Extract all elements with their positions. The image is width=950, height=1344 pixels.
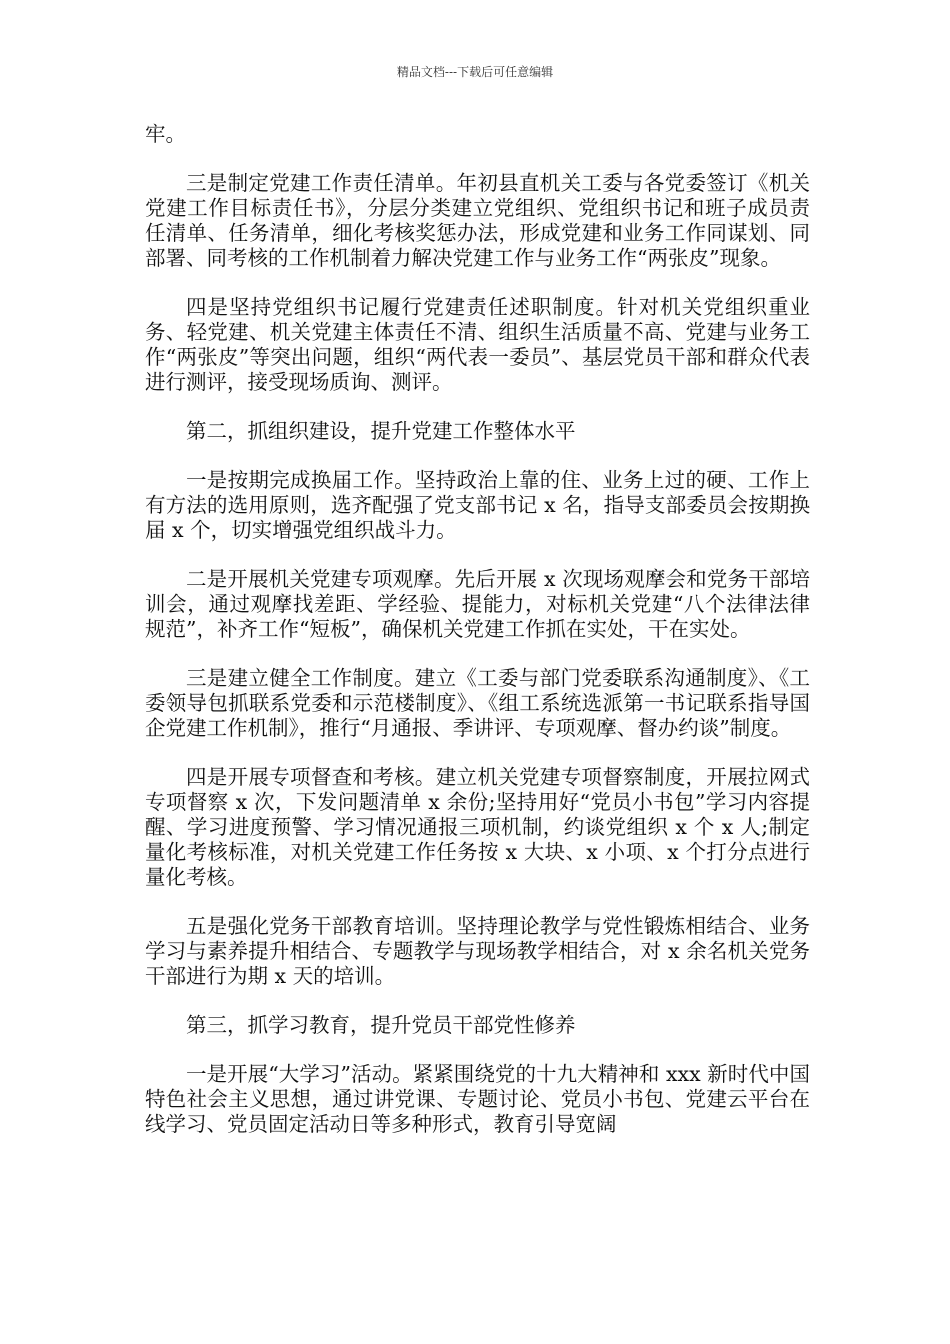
page-header: 精品文档---下载后可任意编辑	[396, 65, 554, 79]
section-heading-study: 第三，抓学习教育，提升党员干部党性修养	[186, 1013, 576, 1037]
paragraph-secretary-report: 四是坚持党组织书记履行党建责任述职制度。针对机关党组织重业务、轻党建、机关党建主体责任不清、组织生活质量不高、党建与业务工作“两张皮”等突出问题，组织“两代表一委员”、基层党员干部和群众代表进行测评，接受现场质询、测评。	[145, 295, 810, 394]
paragraph-continuation: 牢。	[145, 122, 186, 146]
paragraph-work-system: 三是建立健全工作制度。建立《工委与部门党委联系沟通制度》、《工委领导包抓联系党委和示范楼制度》、《组工系统选派第一书记联系指导国企党建工作机制》，推行“月通报、季讲评、专项观摩、督办约谈”制度。	[145, 666, 810, 740]
paragraph-responsibility-list: 三是制定党建工作责任清单。年初县直机关工委与各党委签订《机关党建工作目标责任书》，分层分类建立党组织、党组织书记和班子成员责任清单、任务清单，细化考核奖惩办法，形成党建和业务工作同谋划、同部署、同考核的工作机制着力解决党建工作与业务工作“两张皮”现象。	[145, 171, 810, 270]
paragraph-training: 五是强化党务干部教育培训。坚持理论教学与党性锻炼相结合、业务学习与素养提升相结合、专题教学与现场教学相结合，对 x 余名机关党务干部进行为期 x 天的培训。	[145, 914, 810, 988]
paragraph-big-study: 一是开展“大学习”活动。紧紧围绕党的十九大精神和 xxx 新时代中国特色社会主义思想，通过讲党课、专题讨论、党员小书包、党建云平台在线学习、党员固定活动日等多种形式，教育引导宽阔	[145, 1062, 810, 1136]
section-heading-organization: 第二，抓组织建设，提升党建工作整体水平	[186, 419, 576, 443]
paragraph-inspection: 四是开展专项督查和考核。建立机关党建专项督察制度，开展拉网式专项督察 x 次，下发问题清单 x 余份;坚持用好“党员小书包”学习内容提醒、学习进度预警、学习情况通报三项机制，约谈党组织 x 个 x 人;制定量化考核标准，对机关党建工作任务按 x 大块、x 小项、x 个打分点进行量化考核。	[145, 765, 810, 889]
document-body	[145, 122, 810, 1161]
paragraph-election: 一是按期完成换届工作。坚持政治上靠的住、业务上过的硬、工作上有方法的选用原则，选齐配强了党支部书记 x 名，指导支部委员会按期换届 x 个，切实增强党组织战斗力。	[145, 468, 810, 542]
paragraph-observation: 二是开展机关党建专项观摩。先后开展 x 次现场观摩会和党务干部培训会，通过观摩找差距、学经验、提能力，对标机关党建“八个法律法律规范”，补齐工作“短板”，确保机关党建工作抓在实处，干在实处。	[145, 567, 810, 641]
